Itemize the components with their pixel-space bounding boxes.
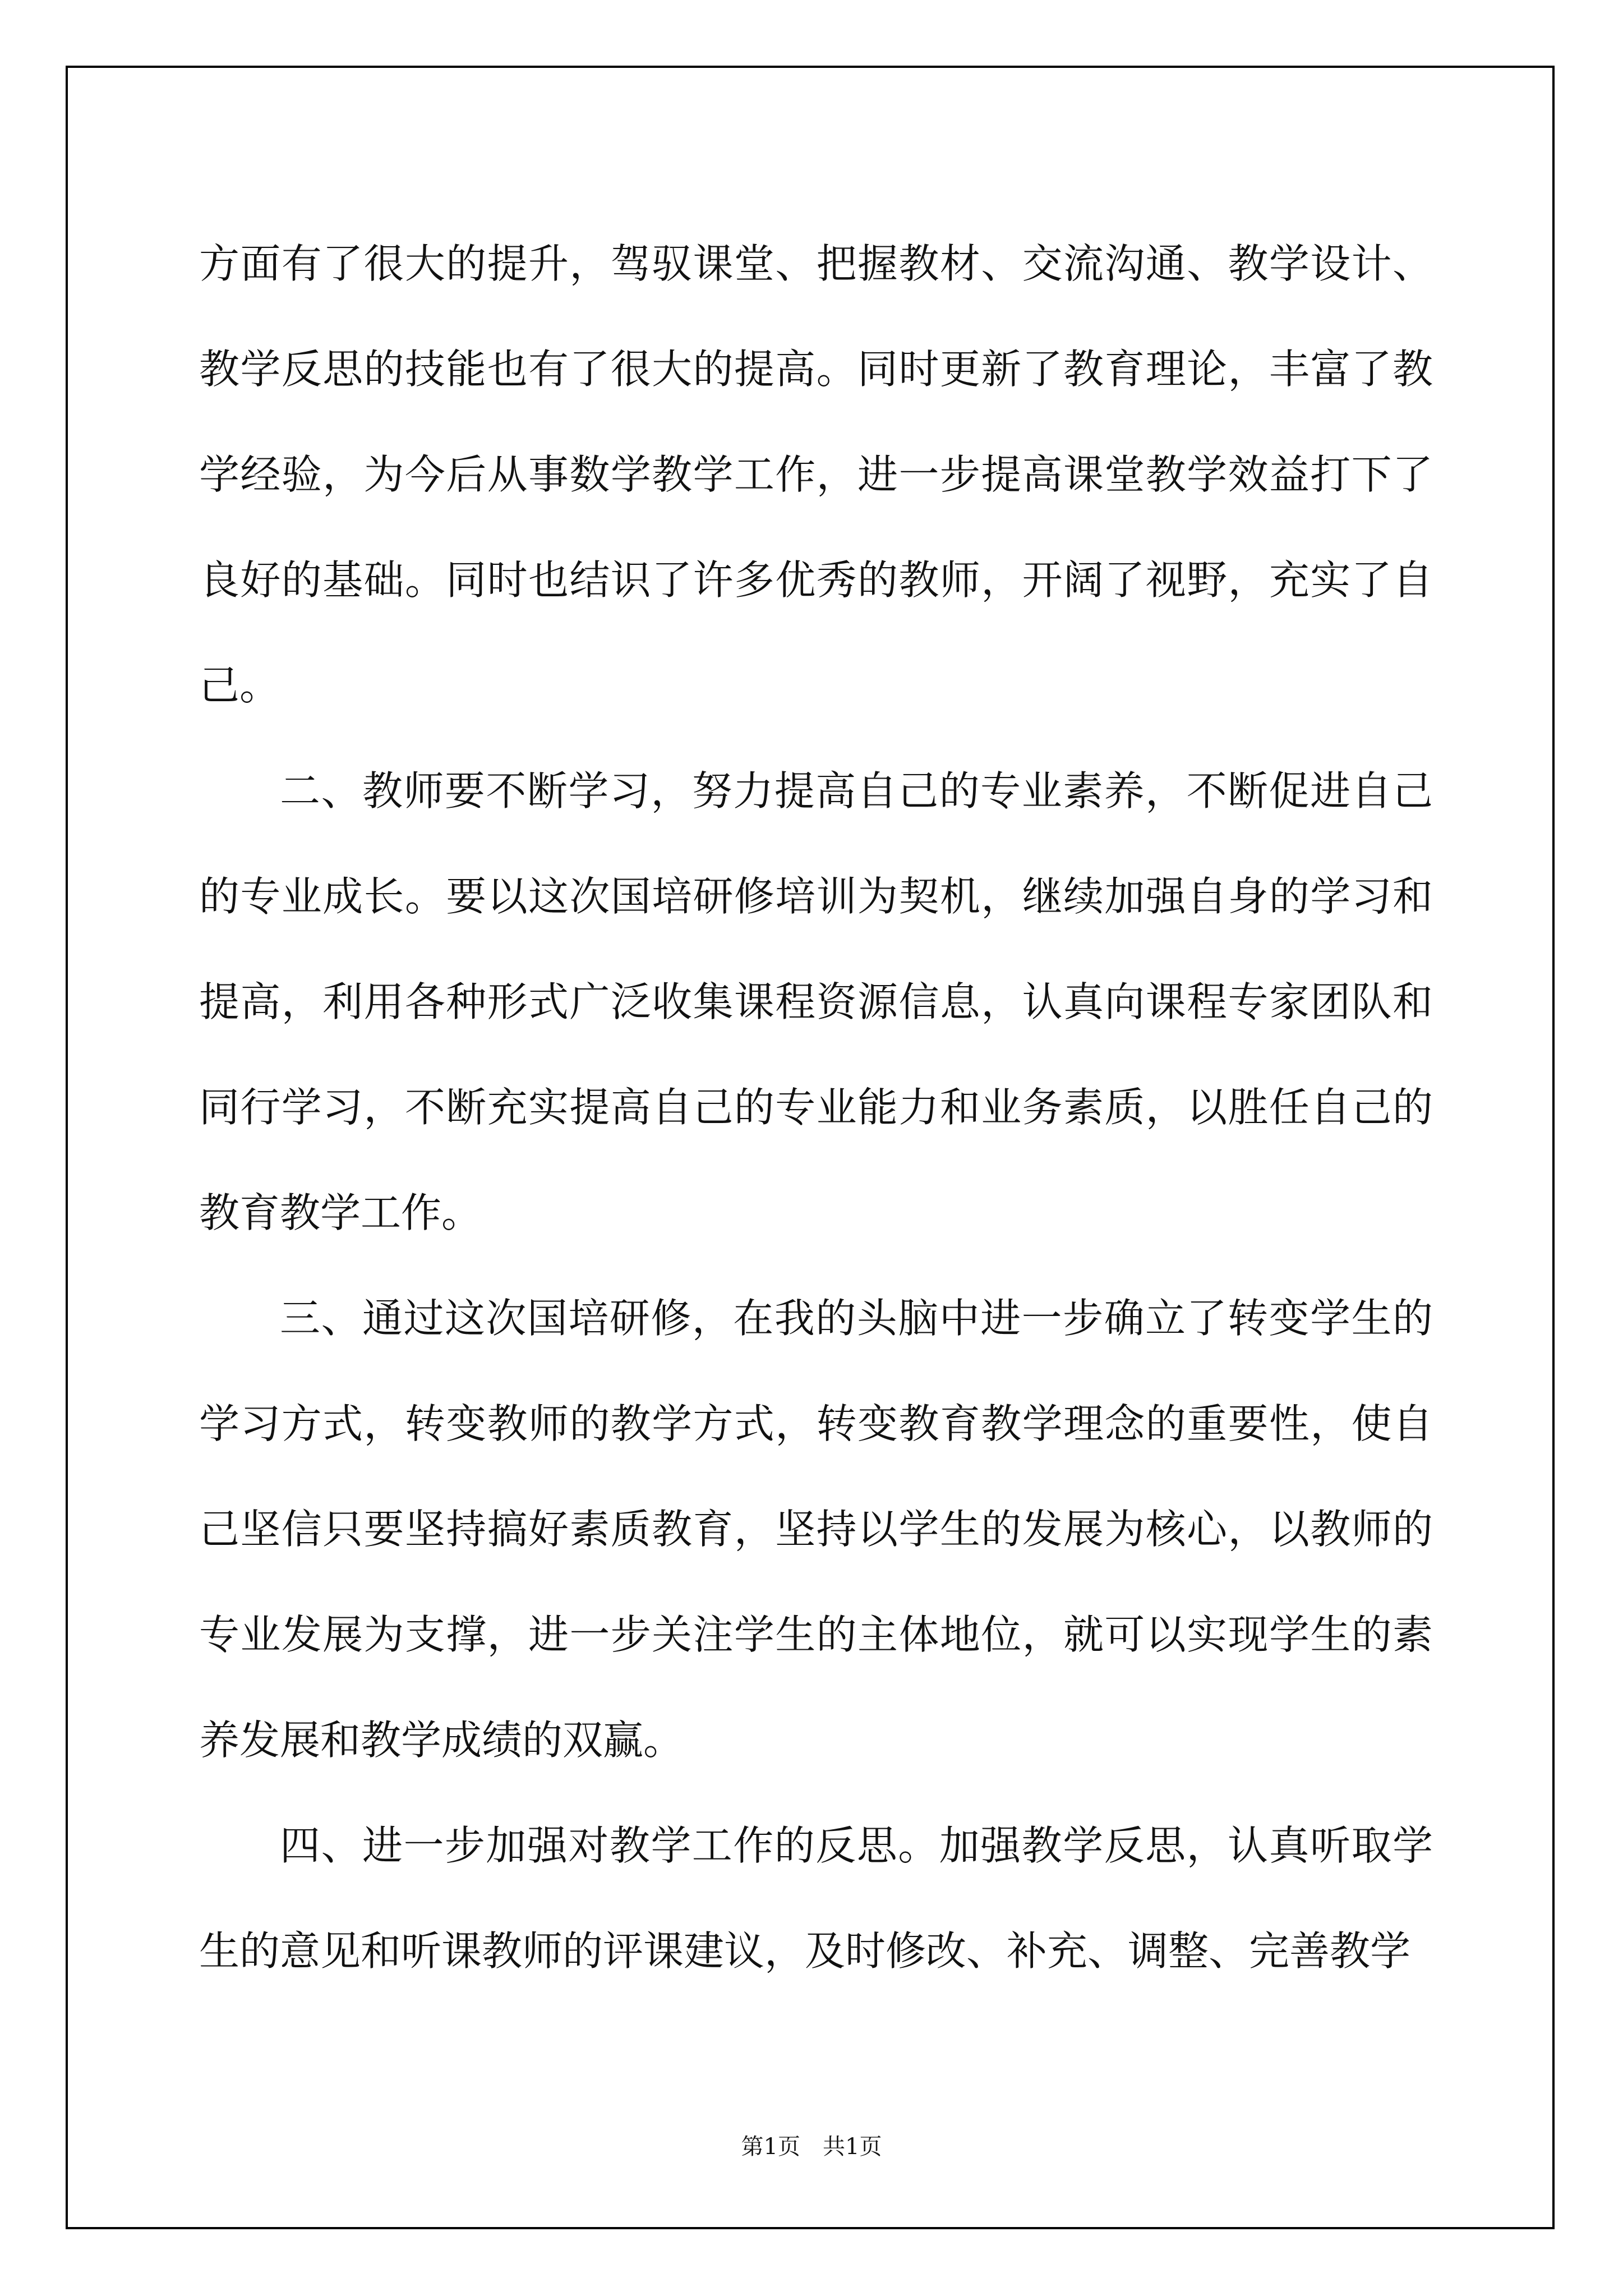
paragraph-2: 二、教师要不断学习，努力提高自己的专业素养，不断促进自己的专业成长。要以这次国培研修培训为契机，继续加强自身的学习和提高，利用各种形式广泛收集课程资源信息，认真向课程专家团队和同行学习，不断充实提高自己的专业能力和业务素质，以胜任自己的教育教学工作。 [199,767,1433,1236]
paragraph-1: 方面有了很大的提升，驾驭课堂、把握教材、交流沟通、教学设计、教学反思的技能也有了很大的提高。同时更新了教育理论，丰富了教学经验，为今后从事数学教学工作，进一步提高课堂教学效益打下了良好的基础。同时也结识了许多优秀的教师，开阔了视野，充实了自己。 [199,240,1433,709]
page-footer: 第1页 共1页 [741,2134,882,2160]
document-body [199,211,1433,2004]
paragraph-3: 三、通过这次国培研修，在我的头脑中进一步确立了转变学生的学习方式，转变教师的教学方式，转变教育教学理念的重要性，使自己坚信只要坚持搞好素质教育，坚持以学生的发展为核心，以教师的专业发展为支撑，进一步关注学生的主体地位，就可以实现学生的素养发展和教学成绩的双赢。 [199,1295,1433,1764]
paragraph-4: 四、进一步加强对教学工作的反思。加强教学反思，认真听取学生的意见和听课教师的评课建议，及时修改、补充、调整、完善教学 [199,1822,1433,1975]
